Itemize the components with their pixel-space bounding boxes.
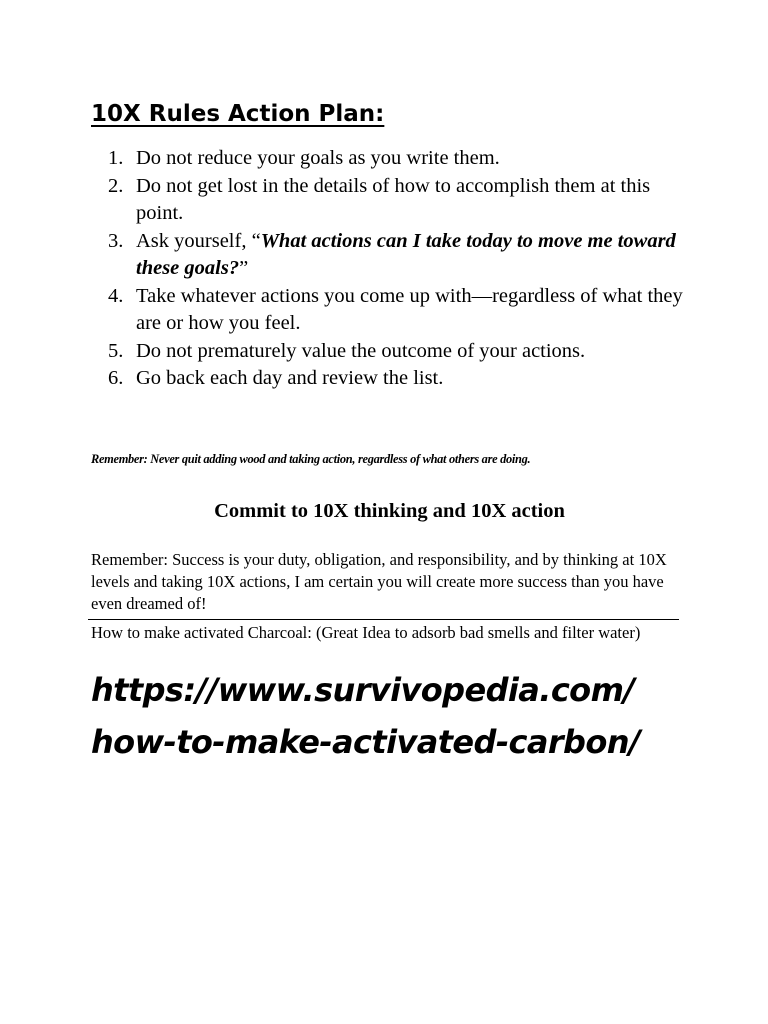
list-item-text: Do not get lost in the details of how to accomplish them at this point. — [136, 174, 651, 224]
page-title: 10X Rules Action Plan: — [91, 101, 385, 127]
list-item — [108, 145, 698, 173]
list-item-number: 1. — [108, 147, 124, 169]
list-item-text: Do not prematurely value the outcome of your actions. — [136, 339, 586, 362]
list-item-number: 6. — [108, 367, 124, 389]
survivopedia-url — [91, 664, 640, 768]
charcoal-note: How to make activated Charcoal: (Great Idea to adsorb bad smells and filter water) — [91, 623, 641, 642]
commit-heading: Commit to 10X thinking and 10X action — [214, 500, 565, 522]
list-item-emphasis: What actions can I take today to move me toward these goals? — [136, 229, 676, 279]
list-item-text-suffix: ” — [239, 257, 249, 279]
list-item-text: Do not reduce your goals as you write them. — [136, 147, 500, 169]
list-item-number: 2. — [108, 174, 124, 197]
url-line: how-to-make-activated-carbon/ — [91, 723, 641, 761]
action-plan-list — [108, 145, 698, 393]
list-item-text-prefix: Ask yourself, “ — [136, 229, 261, 252]
list-item — [108, 338, 698, 366]
list-item-text: Go back each day and review the list. — [136, 367, 444, 389]
remember-paragraph: Remember: Success is your duty, obligation, and responsibility, and by thinking at 10X levels and taking 10X actions, I am certain you will create more success than you have even dreamed of! — [91, 550, 667, 613]
remember-note: Remember: Never quit adding wood and taking action, regardless of what others are doing. — [91, 452, 531, 466]
list-item-number: 5. — [108, 339, 124, 362]
list-item — [108, 173, 698, 228]
list-item — [108, 365, 698, 393]
list-item-number: 4. — [108, 284, 124, 307]
list-item — [108, 283, 698, 338]
list-item-number: 3. — [108, 229, 124, 252]
list-item — [108, 228, 698, 283]
horizontal-divider — [88, 619, 679, 620]
url-line: https://www.survivopedia.com/ — [91, 671, 635, 709]
list-item-text: Take whatever actions you come up with—regardless of what they are or how you feel. — [136, 284, 683, 334]
